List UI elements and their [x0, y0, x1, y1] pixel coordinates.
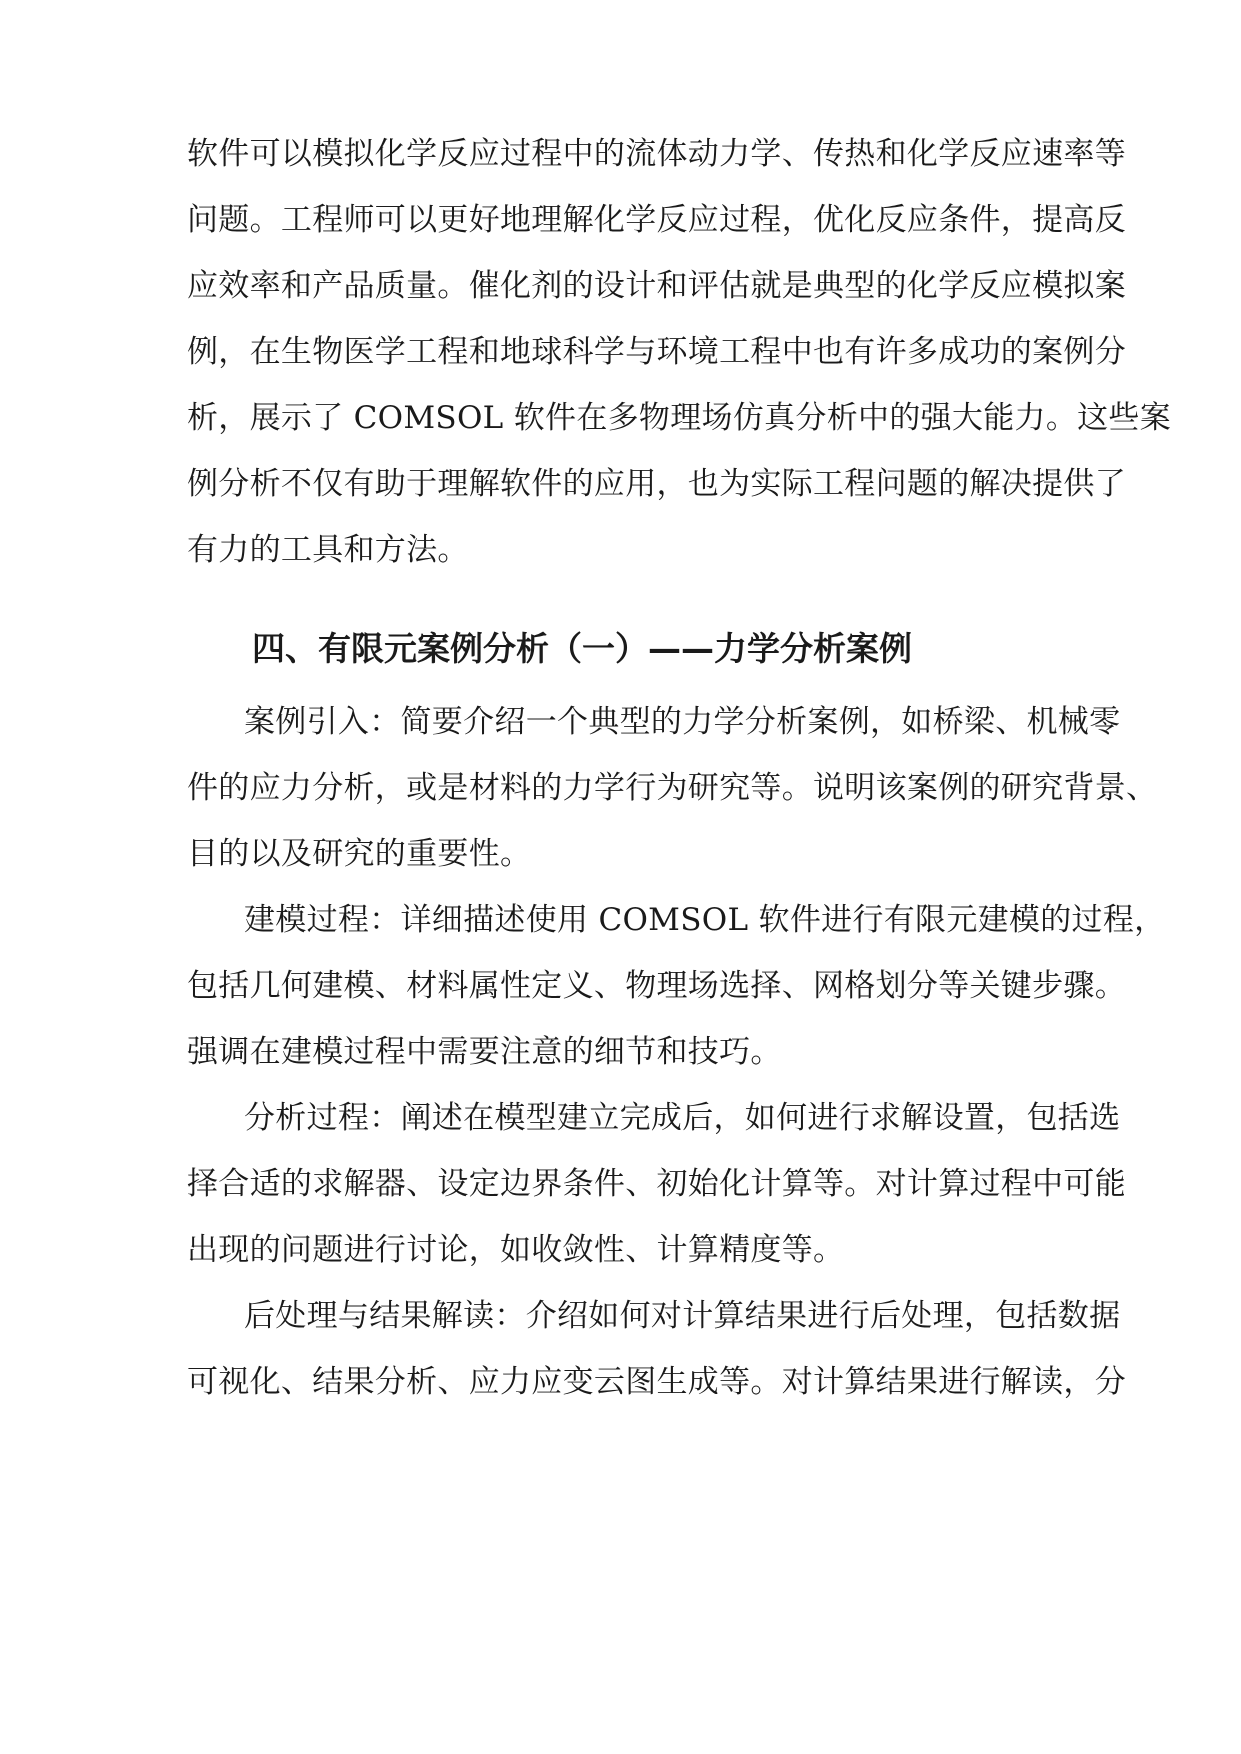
section-heading: 四、有限元案例分析（一）——力学分析案例 [252, 629, 912, 668]
paragraph-line: 问题。工程师可以更好地理解化学反应过程，优化反应条件，提高反 [187, 202, 1126, 238]
paragraph-line: 析，展示了 COMSOL 软件在多物理场仿真分析中的强大能力。这些案 [187, 400, 1172, 436]
paragraph-line: 分析过程：阐述在模型建立完成后，如何进行求解设置，包括选 [244, 1100, 1121, 1136]
paragraph-line: 择合适的求解器、设定边界条件、初始化计算等。对计算过程中可能 [187, 1166, 1126, 1202]
paragraph-line: 可视化、结果分析、应力应变云图生成等。对计算结果进行解读，分 [187, 1364, 1126, 1400]
paragraph-line: 有力的工具和方法。 [187, 532, 469, 568]
paragraph-line: 建模过程：详细描述使用 COMSOL 软件进行有限元建模的过程， [244, 902, 1166, 938]
paragraph-line: 例，在生物医学工程和地球科学与环境工程中也有许多成功的案例分 [187, 334, 1126, 370]
paragraph-line: 后处理与结果解读：介绍如何对计算结果进行后处理，包括数据 [244, 1298, 1121, 1334]
paragraph-line: 例分析不仅有助于理解软件的应用，也为实际工程问题的解决提供了 [187, 466, 1126, 502]
paragraph-line: 目的以及研究的重要性。 [187, 836, 532, 872]
paragraph-line: 出现的问题进行讨论，如收敛性、计算精度等。 [187, 1232, 845, 1268]
paragraph-line: 案例引入：简要介绍一个典型的力学分析案例，如桥梁、机械零 [244, 704, 1121, 740]
paragraph-line: 件的应力分析，或是材料的力学行为研究等。说明该案例的研究背景、 [187, 770, 1158, 806]
paragraph-line: 软件可以模拟化学反应过程中的流体动力学、传热和化学反应速率等 [187, 136, 1126, 172]
paragraph-line: 应效率和产品质量。催化剂的设计和评估就是典型的化学反应模拟案 [187, 268, 1126, 304]
paragraph-line: 强调在建模过程中需要注意的细节和技巧。 [187, 1034, 782, 1070]
paragraph-line: 包括几何建模、材料属性定义、物理场选择、网格划分等关键步骤。 [187, 968, 1126, 1004]
